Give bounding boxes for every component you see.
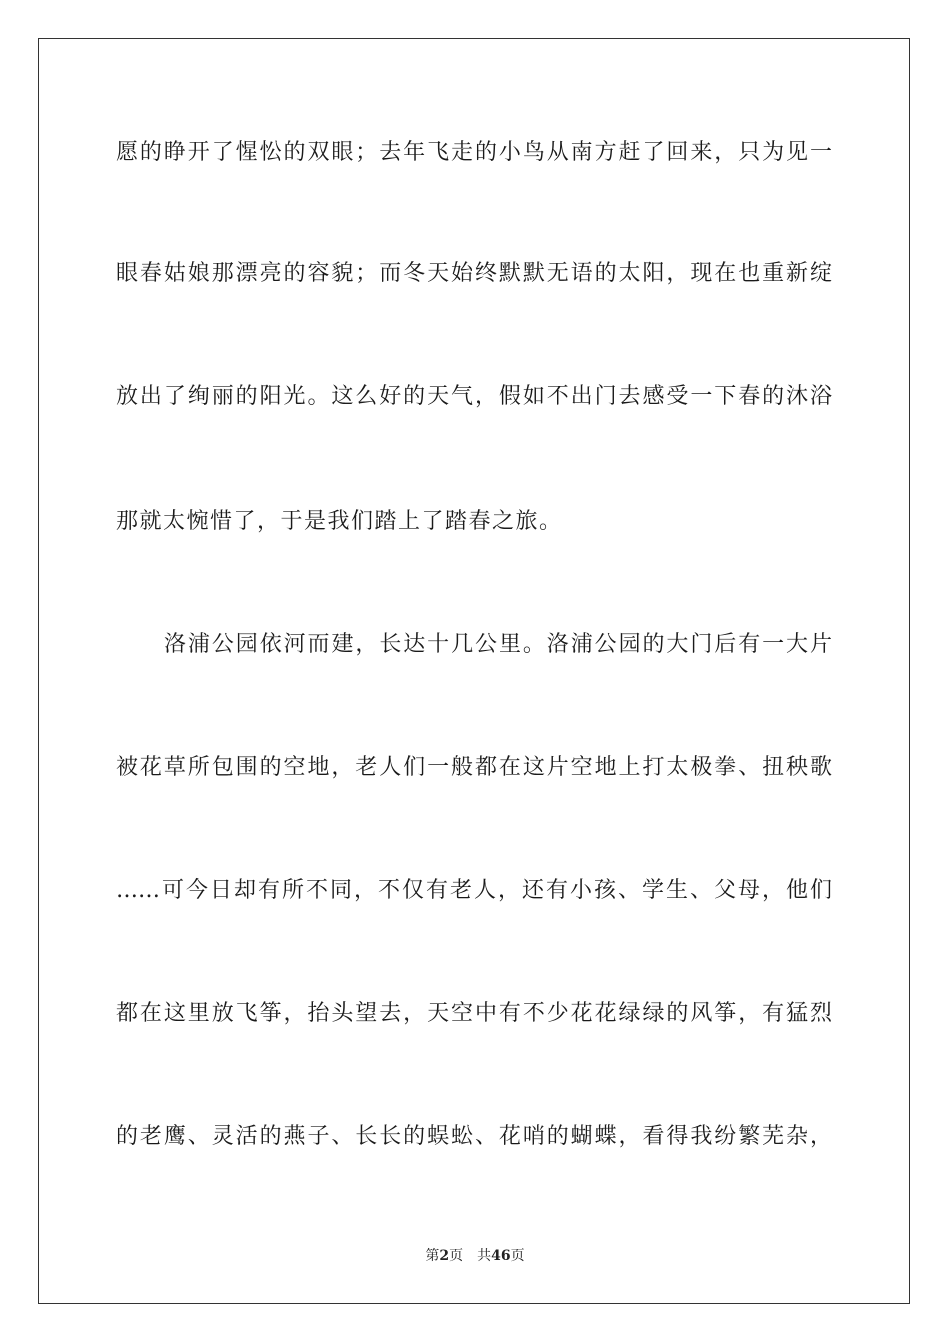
text-line: ……可今日却有所不同，不仅有老人，还有小孩、学生、父母，他们 (116, 878, 832, 903)
text-line: 那就太惋惜了，于是我们踏上了踏春之旅。 (116, 509, 563, 534)
page-prefix: 第 (425, 1248, 440, 1264)
text-line: 的老鹰、灵活的燕子、长长的蜈蚣、花哨的蝴蝶，看得我纷繁芜杂， (116, 1124, 832, 1149)
text-line: 被花草所包围的空地，老人们一般都在这片空地上打太极拳、扭秧歌 (116, 755, 832, 780)
text-line: 放出了绚丽的阳光。这么好的天气，假如不出门去感受一下春的沐浴 (116, 384, 832, 409)
text-line: 眼春姑娘那漂亮的容貌；而冬天始终默默无语的太阳，现在也重新绽 (116, 261, 832, 286)
page-suffix: 页 (449, 1248, 464, 1264)
total-suffix: 页 (510, 1248, 525, 1264)
page-border (38, 38, 910, 1304)
total-prefix: 共 (477, 1248, 492, 1264)
page-number: 2 (439, 1248, 450, 1264)
total-pages: 46 (491, 1248, 511, 1264)
text-line: 愿的睁开了惺忪的双眼；去年飞走的小鸟从南方赶了回来，只为见一 (116, 140, 832, 165)
page-footer (0, 1247, 950, 1265)
paragraph-first-line: 洛浦公园依河而建，长达十几公里。洛浦公园的大门后有一大片 (164, 632, 832, 657)
text-line: 都在这里放飞筝，抬头望去，天空中有不少花花绿绿的风筝，有猛烈 (116, 1001, 832, 1026)
